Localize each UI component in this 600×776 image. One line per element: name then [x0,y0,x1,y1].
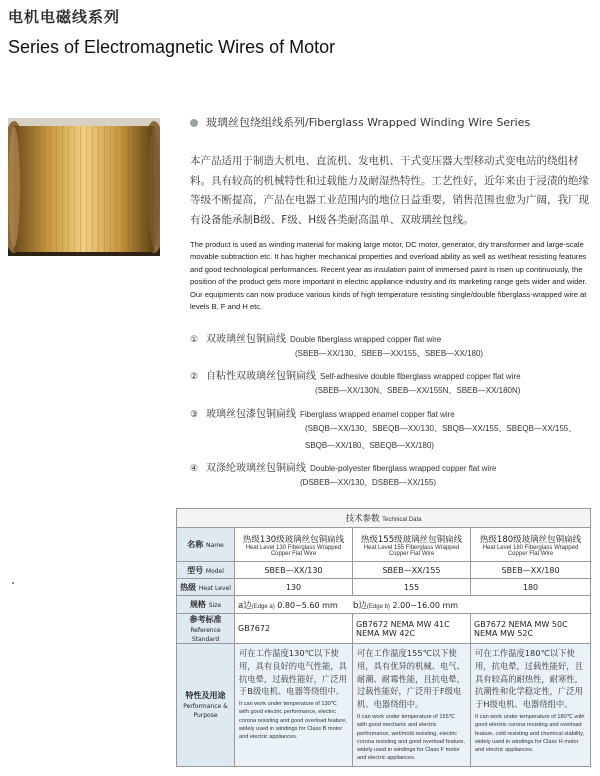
product-name-cn: 自粘性双玻璃丝包铜扁线 [206,371,316,382]
table-cell: 130 [235,579,353,596]
feature-cell: 可在工作温度180℃以下使用，抗电晕，过载性能好，且具有较高的耐热性，耐寒性，抗潮性和化学稳定性，广泛用于H级电机、电器绕组中。 It can work under temperature of 180℃ with good electric corona resisting and overload feature, cold resisting and chemical stability, widely used in windings for Class H motor and electric appliances. [471,644,591,767]
product-name-cn: 双玻璃丝包铜扁线 [206,334,286,345]
table-row [177,562,591,579]
table-row [177,579,591,596]
table-cell: 热级180级玻璃丝包铜扁线 Heat Level 180 Fiberglass Wrapped Copper Flat Wire [471,528,591,562]
table-cell: 180 [471,579,591,596]
table-cell: 热级130级玻璃丝包铜扁线 Heat Level 130 Fiberglass Wrapped Copper Flat Wire [235,528,353,562]
wire-spool-illustration [8,118,160,256]
product-name-en: Self-adhesive double fiberglass wrapped copper flat wire [320,372,521,381]
page-title-cn: 电机电磁线系列 [8,8,121,26]
product-number: ① [190,335,199,345]
product-item [190,367,521,382]
table-cell: 热级155级玻璃丝包铜扁线 Heat Level 155 Fiberglass Wrapped Copper Flat Wire [353,528,471,562]
product-number: ② [190,372,199,382]
table-row [177,614,591,644]
product-item [190,330,441,345]
product-name-en: Fiberglass wrapped enamel copper flat wire [300,410,455,419]
product-codes: (DSBEB—XX/130、DSBEB—XX/155) [300,478,437,487]
product-name-cn: 双涤纶玻璃丝包铜扁线 [206,463,306,474]
table-row [177,528,591,562]
table-row [177,644,591,767]
row-label-model: 型号 Model [177,562,235,579]
table-row [177,596,591,614]
intro-paragraph-en: The product is used as winding material for making large motor, DC motor, generator, dry transformer and large-scale movable subtraction etc. It has higher mechanical properties and overload ability as well as wet/heat resisting features and good technological performances. Recent year as insulation paint of immersed paint is risen up continuously, the position of the product gets more important in electric appliance industry and its marketing range gets wider and wider. Our equipments can now produce various kinds of high temperature resisting single/double fiberglass-wrapped wire at levels B, F and H etc. [190,240,587,312]
product-item [190,405,455,420]
row-label-standard: 参考标准 Reference Standard [177,614,235,644]
product-codes: SBQB—XX/180、SBEQB—XX/180) [305,441,434,450]
row-label-size: 规格 Size [177,596,235,614]
product-name-en: Double fiberglass wrapped copper flat wire [290,335,442,344]
wire-spool-photo [8,118,160,256]
product-codes: (SBEB—XX/130N、SBEB—XX/155N、SBEB—XX/180N) [315,386,521,395]
bullet-dot-icon [190,119,198,127]
product-name-cn: 玻璃丝包漆包铜扁线 [206,409,296,420]
row-label-features: 特性及用途 Performance & Purpose [177,644,235,767]
size-cell: a边(Edge a) 0.80~5.60 mm b边(Edge b) 2.00~16.00 mm [235,596,591,614]
product-codes: (SBQB—XX/130、SBEQB—XX/130、SBQB—XX/155、SBEQB—XX/155、 [305,424,577,433]
feature-cell: 可在工作温度130℃以下使用，具有良好的电气性能，具抗电晕，过载性能好，广泛用于B级电机、电器等绕组中。 It can work under temperature of 130℃ with good electric performance, electric corona resisting and good overload feature, widely used in windings for Class B motor and electric appliances. [235,644,353,767]
product-number: ③ [190,410,199,420]
table-title-en: Technical Data [382,517,422,523]
table-cell: GB7672 NEMA MW 50C NEMA MW 52C [471,614,591,644]
table-cell: GB7672 [235,614,353,644]
product-item [190,459,496,474]
table-title-cn: 技术参数 [345,514,380,524]
scan-mark [12,582,14,584]
table-cell: 155 [353,579,471,596]
row-label-heat-level: 热级 Heat Level [177,579,235,596]
table-title-row [177,509,591,528]
table-cell: GB7672 NEMA MW 41C NEMA MW 42C [353,614,471,644]
page-title-en: Series of Electromagnetic Wires of Motor [8,37,336,57]
product-number: ④ [190,464,199,474]
intro-paragraph-cn: 本产品适用于制造大机电、直流机、发电机、干式变压器大型移动式变电站的绕组材料。具有较高的机械特性和过载能力及耐湿热特性。工艺性好，近年来由于浸渍的绝缘等级不断提高，产品在电器工业范围内的地位日益重要，销售范围也愈为广阔，我厂现有设备能承制B级、F级、H级各类耐高温单、双玻璃丝包线。 [190,155,589,226]
table-cell: SBEB—XX/180 [471,562,591,579]
product-name-en: Double-polyester fiberglass wrapped copper flat wire [310,464,497,473]
table-cell: SBEB—XX/130 [235,562,353,579]
feature-cell: 可在工作温度155℃以下使用，具有优异的机械、电气、耐潮、耐霉性能，且抗电晕，过载性能好，广泛用于F级电机、电器绕组中。 It can work under temperature of 155℃ with good mechanic and electric performance, wet/mold resisting, electric corona resisting and good overload feature, widely used in windings for Class F motor and electric appliances. [353,644,471,767]
product-codes: (SBEB—XX/130、SBEB—XX/155、SBEB—XX/180) [295,349,484,358]
row-label-name: 名称 Name [177,528,235,562]
technical-data-table [176,508,591,767]
table-title [177,509,591,528]
section-title-text: 玻璃丝包绕组线系列/Fiberglass Wrapped Winding Wire Series [206,116,531,129]
table-cell: SBEB—XX/155 [353,562,471,579]
section-title [190,114,530,130]
